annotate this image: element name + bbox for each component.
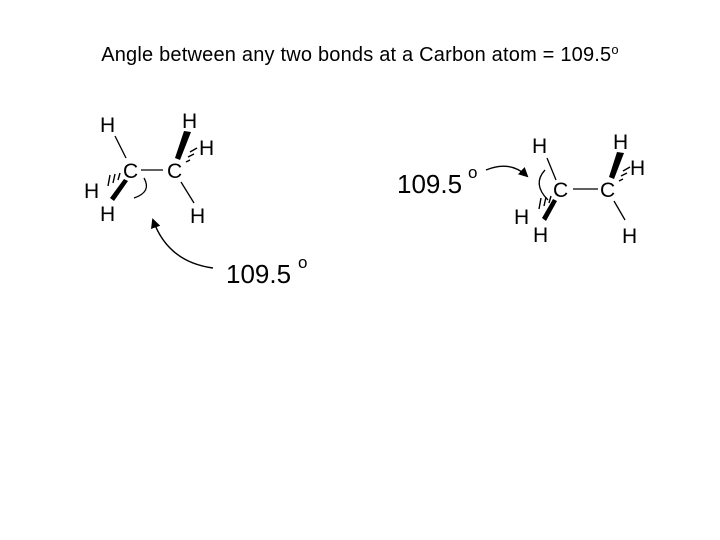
- right-atom-h3: H: [533, 224, 549, 247]
- right-atom-c1: C: [553, 179, 569, 202]
- right-atom-h6: H: [622, 225, 638, 248]
- left-angle-label: 109.5: [226, 259, 292, 289]
- left-angle-degree: o: [298, 253, 308, 272]
- right-bond-c2-h-bottom: [614, 201, 625, 220]
- title-degree-symbol: o: [611, 42, 619, 57]
- left-atom-h6: H: [190, 205, 206, 228]
- left-hashed-bond-c2: [186, 148, 197, 162]
- left-atom-c1: C: [123, 160, 139, 183]
- left-bond-c2-h-bottom: [181, 182, 194, 203]
- right-atom-h4: H: [613, 131, 629, 154]
- right-hashed-bond-c2: [619, 167, 630, 181]
- right-atom-c2: C: [600, 179, 616, 202]
- right-angle-arrow: [486, 166, 527, 176]
- left-wedge-bond-c2-top: [175, 131, 191, 160]
- right-ethane-molecule: [397, 131, 645, 248]
- left-ethane-molecule: [84, 110, 307, 289]
- left-atom-c2: C: [167, 160, 183, 183]
- left-atom-h3: H: [100, 203, 116, 226]
- title-text: Angle between any two bonds at a Carbon atom = 109.5: [101, 44, 612, 66]
- right-atom-h2: H: [514, 206, 530, 229]
- left-atom-h4: H: [182, 110, 198, 133]
- left-atom-h5: H: [199, 137, 215, 160]
- left-bond-c1-h-top: [115, 136, 126, 158]
- left-hashed-bond: [108, 173, 120, 186]
- right-angle-arc: [539, 170, 548, 200]
- right-angle-degree: o: [468, 163, 478, 182]
- right-atom-h5: H: [630, 157, 646, 180]
- right-angle-label: 109.5: [397, 169, 463, 199]
- left-atom-h2: H: [84, 180, 100, 203]
- right-atom-h1: H: [532, 135, 548, 158]
- left-atom-h1: H: [100, 114, 116, 137]
- right-bond-c1-h-top: [547, 158, 556, 180]
